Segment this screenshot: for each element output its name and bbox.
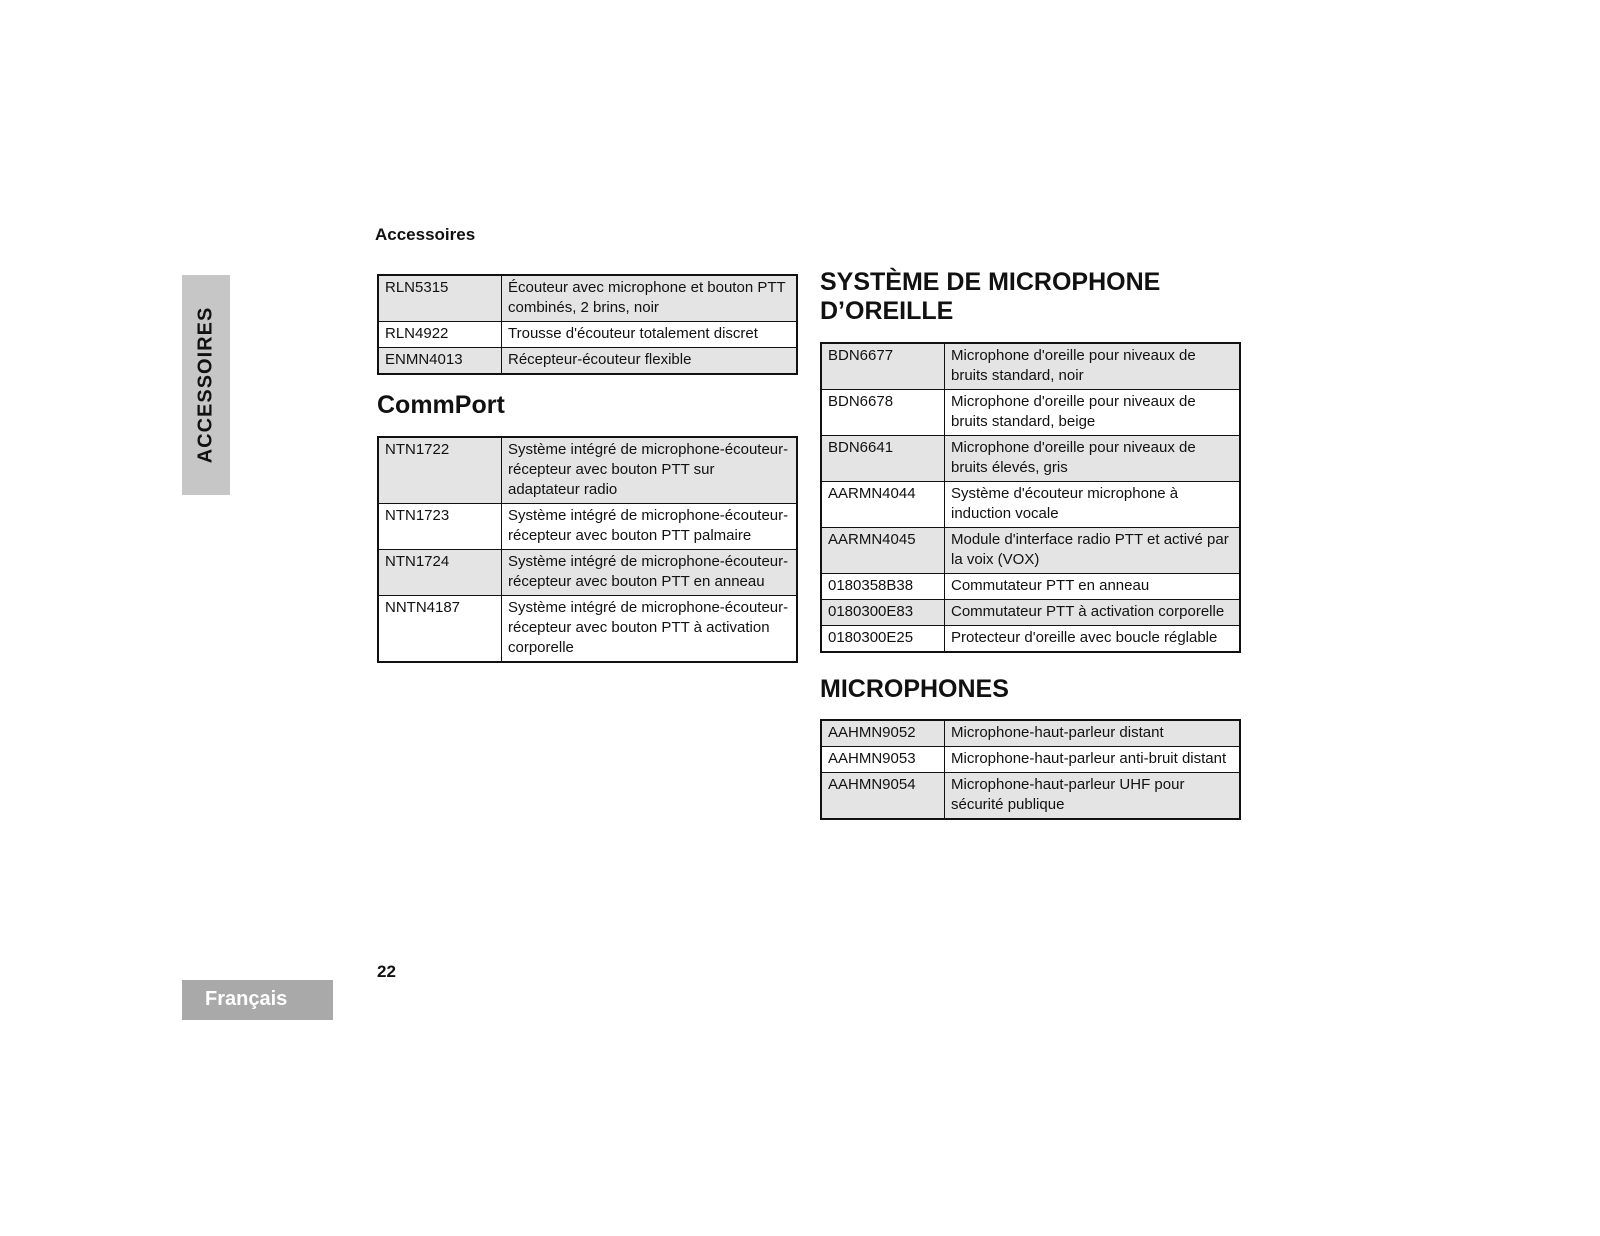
table-row: [821, 435, 1240, 481]
part-number: BDN6641: [821, 435, 945, 481]
table-row: [821, 747, 1240, 773]
right-column: [820, 268, 1241, 820]
accessory-table: [377, 274, 798, 375]
part-description: Microphone-haut-parleur distant: [945, 720, 1241, 747]
part-description: Écouteur avec microphone et bouton PTT combinés, 2 brins, noir: [502, 275, 798, 322]
ear-mic-table-body: [821, 343, 1240, 652]
part-description: Système d'écouteur microphone à induction vocale: [945, 481, 1241, 527]
table-row: [821, 573, 1240, 599]
part-number: BDN6677: [821, 343, 945, 390]
table-row: [821, 720, 1240, 747]
part-number: AAHMN9053: [821, 747, 945, 773]
part-description: Système intégré de microphone-écouteur-récepteur avec bouton PTT palmaire: [502, 503, 798, 549]
language-tab: Français: [182, 980, 333, 1020]
table-row: [821, 343, 1240, 390]
table-row: [378, 503, 797, 549]
microphones-heading: MICROPHONES: [820, 674, 1009, 703]
part-description: Commutateur PTT en anneau: [945, 573, 1241, 599]
left-column: [377, 274, 798, 663]
section-side-tab: [182, 275, 230, 495]
part-description: Microphone d'oreille pour niveaux de bruits standard, noir: [945, 343, 1241, 390]
table-row: [378, 275, 797, 322]
part-description: Système intégré de microphone-écouteur-récepteur avec bouton PTT en anneau: [502, 549, 798, 595]
part-number: NTN1724: [378, 549, 502, 595]
part-number: AARMN4045: [821, 527, 945, 573]
part-number: AAHMN9054: [821, 773, 945, 820]
commport-table-body: [378, 437, 797, 662]
table-row: [378, 549, 797, 595]
table-row: [378, 595, 797, 662]
part-description: Microphone d'oreille pour niveaux de bruits standard, beige: [945, 389, 1241, 435]
part-number: 0180300E25: [821, 625, 945, 652]
commport-table: [377, 436, 798, 663]
part-description: Commutateur PTT à activation corporelle: [945, 599, 1241, 625]
part-description: Microphone d'oreille pour niveaux de bruits élevés, gris: [945, 435, 1241, 481]
commport-heading: CommPort: [377, 391, 505, 419]
table-row: [378, 437, 797, 504]
part-number: NNTN4187: [378, 595, 502, 662]
accessory-table-body: [378, 275, 797, 374]
part-number: 0180300E83: [821, 599, 945, 625]
part-number: NTN1722: [378, 437, 502, 504]
table-row: [378, 348, 797, 375]
ear-mic-heading: SYSTÈME DE MICROPHONE D’OREILLE: [820, 268, 1161, 325]
part-description: Trousse d'écouteur totalement discret: [502, 322, 798, 348]
microphones-table-body: [821, 720, 1240, 819]
table-row: [821, 625, 1240, 652]
page-number: 22: [377, 962, 396, 981]
table-row: [378, 322, 797, 348]
table-row: [821, 481, 1240, 527]
ear-mic-table: [820, 342, 1241, 653]
part-number: RLN5315: [378, 275, 502, 322]
part-description: Récepteur-écouteur flexible: [502, 348, 798, 375]
part-number: 0180358B38: [821, 573, 945, 599]
table-row: [821, 599, 1240, 625]
microphones-table: [820, 719, 1241, 820]
part-number: AARMN4044: [821, 481, 945, 527]
part-description: Système intégré de microphone-écouteur-récepteur avec bouton PTT sur adaptateur radio: [502, 437, 798, 504]
part-description: Module d'interface radio PTT et activé par la voix (VOX): [945, 527, 1241, 573]
table-row: [821, 773, 1240, 820]
section-side-tab-label: ACCESSOIRES: [194, 306, 217, 464]
table-row: [821, 527, 1240, 573]
part-number: AAHMN9052: [821, 720, 945, 747]
part-number: BDN6678: [821, 389, 945, 435]
part-description: Microphone-haut-parleur anti-bruit distant: [945, 747, 1241, 773]
table-row: [821, 389, 1240, 435]
part-number: ENMN4013: [378, 348, 502, 375]
part-description: Microphone-haut-parleur UHF pour sécurité publique: [945, 773, 1241, 820]
part-description: Protecteur d'oreille avec boucle réglable: [945, 625, 1241, 652]
part-number: NTN1723: [378, 503, 502, 549]
part-number: RLN4922: [378, 322, 502, 348]
running-head: Accessoires: [375, 225, 476, 244]
part-description: Système intégré de microphone-écouteur-récepteur avec bouton PTT à activation corporelle: [502, 595, 798, 662]
